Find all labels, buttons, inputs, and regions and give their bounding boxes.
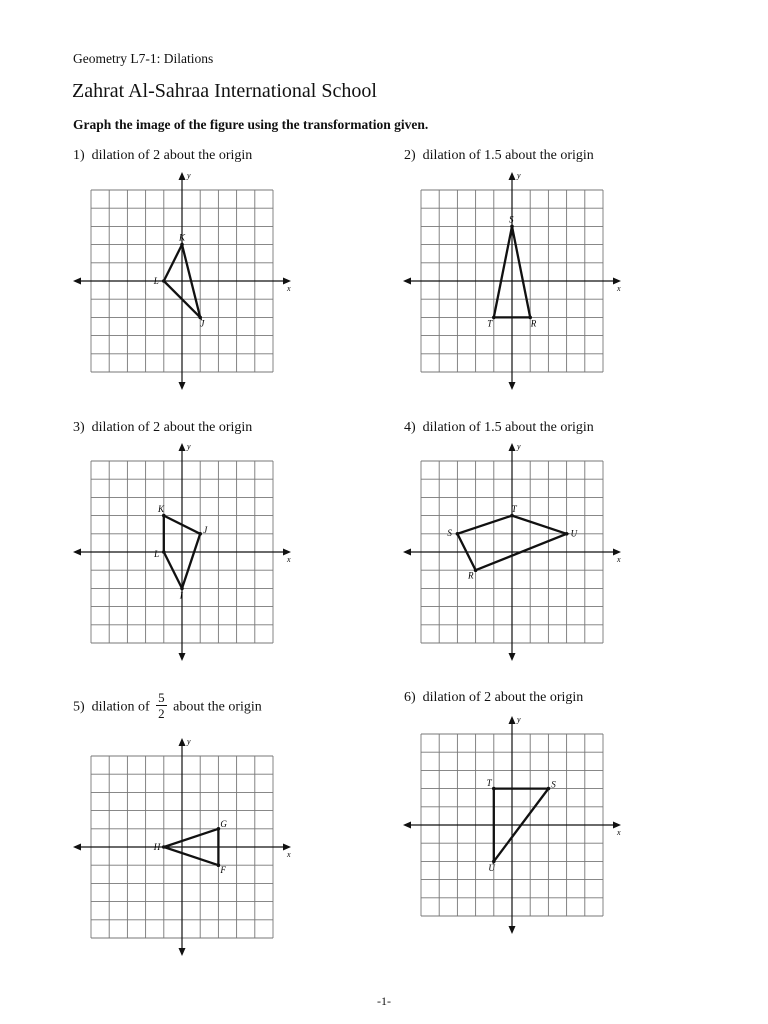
vertex-point-S [456, 532, 460, 536]
vertex-point-T [492, 316, 496, 320]
vertex-point-K [180, 243, 184, 247]
x-axis-arrow-left [73, 844, 81, 851]
problem-4-grid [410, 443, 620, 657]
x-axis-arrow-left [403, 549, 411, 556]
y-axis-label: y [187, 442, 191, 451]
vertex-label-U: U [488, 862, 495, 873]
vertex-point-J [198, 532, 202, 536]
y-axis-label: y [187, 171, 191, 180]
y-axis-arrow-up [179, 172, 186, 180]
course-title: Geometry L7-1: Dilations [73, 51, 214, 66]
school-name: Zahrat Al-Sahraa International School [72, 80, 377, 102]
problem-2-label [404, 148, 594, 164]
axes [73, 442, 291, 661]
vertex-label-S: S [447, 528, 452, 539]
vertex-label-L: L [154, 549, 160, 560]
vertex-point-R [474, 568, 478, 572]
vertex-label-U: U [570, 528, 578, 539]
vertex-label-K: K [158, 504, 165, 515]
y-axis-arrow-up [509, 443, 516, 451]
y-axis-arrow-up [179, 443, 186, 451]
x-axis-arrow-left [73, 278, 81, 285]
y-axis-arrow-down [509, 382, 516, 390]
y-axis-arrow-down [509, 653, 516, 661]
y-axis-arrow-up [179, 738, 186, 746]
problem-5-grid [80, 738, 290, 952]
problem-1-label [73, 148, 252, 164]
problem-1-grid [80, 172, 290, 386]
vertex-label-R: R [530, 318, 537, 329]
vertex-point-S [510, 225, 514, 229]
problem-5-number: 5) [73, 699, 85, 715]
problem-6-text: dilation of 2 about the origin [422, 690, 584, 705]
y-axis-label: y [517, 171, 521, 180]
page-number: -1- [377, 994, 391, 1008]
vertex-label-T: T [486, 778, 492, 788]
vertex-label-S: S [509, 214, 514, 225]
y-axis-arrow-up [509, 172, 516, 180]
vertex-label-L: L [153, 276, 159, 286]
y-axis-arrow-down [179, 948, 186, 956]
problem-6-number: 6) [404, 690, 416, 705]
problem-3-number: 3) [73, 420, 85, 435]
problem-4-label [404, 420, 594, 436]
x-axis-label: x [617, 828, 621, 837]
problem-3-text: dilation of 2 about the origin [91, 420, 253, 435]
vertex-label-H: H [153, 842, 161, 852]
vertex-label-R: R [468, 570, 474, 581]
problem-3-label [73, 420, 252, 436]
y-axis-arrow-down [179, 382, 186, 390]
vertex-point-S [547, 787, 551, 791]
x-axis-label: x [287, 850, 291, 859]
problem-2-number: 2) [404, 148, 416, 163]
problem-4-number: 4) [404, 420, 416, 435]
problem-5-fraction [156, 691, 167, 720]
axes [73, 737, 291, 956]
axes [403, 442, 621, 661]
problem-2-grid [410, 172, 620, 386]
axes [403, 715, 621, 934]
problem-3-grid [80, 443, 290, 657]
vertex-label-S: S [551, 779, 556, 790]
y-axis-arrow-down [179, 653, 186, 661]
vertex-label-J: J [200, 318, 205, 329]
problem-5-text-before: dilation of [91, 699, 150, 715]
y-axis-arrow-up [509, 716, 516, 724]
vertex-label-T: T [487, 318, 493, 329]
fraction-numerator: 5 [158, 690, 165, 705]
problem-6-grid [410, 716, 620, 930]
axes [73, 171, 291, 390]
y-axis-label: y [517, 442, 521, 451]
y-axis-label: y [517, 715, 521, 724]
vertex-label-K: K [179, 232, 186, 243]
problem-6-label [404, 690, 583, 706]
vertex-label-I: I [179, 590, 183, 601]
axes [403, 171, 621, 390]
x-axis-label: x [617, 284, 621, 293]
problem-5-text-after: about the origin [173, 699, 262, 715]
y-axis-arrow-down [509, 926, 516, 934]
problem-2-text: dilation of 1.5 about the origin [422, 148, 594, 163]
vertex-point-L [162, 279, 166, 283]
vertex-label-F: F [220, 865, 226, 876]
vertex-point-U [565, 532, 569, 536]
problem-4-text: dilation of 1.5 about the origin [422, 420, 594, 435]
vertex-label-G: G [220, 818, 227, 829]
problem-1-number: 1) [73, 148, 85, 163]
vertex-point-K [162, 514, 166, 518]
y-axis-label: y [187, 737, 191, 746]
x-axis-label: x [287, 555, 291, 564]
vertex-label-J: J [203, 525, 208, 536]
problem-5-label [73, 690, 262, 722]
x-axis-arrow-left [403, 822, 411, 829]
vertex-point-T [492, 787, 496, 791]
fraction-denominator: 2 [158, 706, 165, 721]
x-axis-label: x [287, 284, 291, 293]
x-axis-arrow-left [403, 278, 411, 285]
vertex-point-T [510, 514, 514, 518]
problem-1-text: dilation of 2 about the origin [91, 148, 253, 163]
vertex-point-H [162, 845, 166, 849]
x-axis-label: x [617, 555, 621, 564]
instructions: Graph the image of the figure using the transformation given. [73, 117, 429, 132]
x-axis-arrow-left [73, 549, 81, 556]
vertex-point-L [162, 550, 166, 554]
vertex-label-T: T [511, 504, 517, 515]
